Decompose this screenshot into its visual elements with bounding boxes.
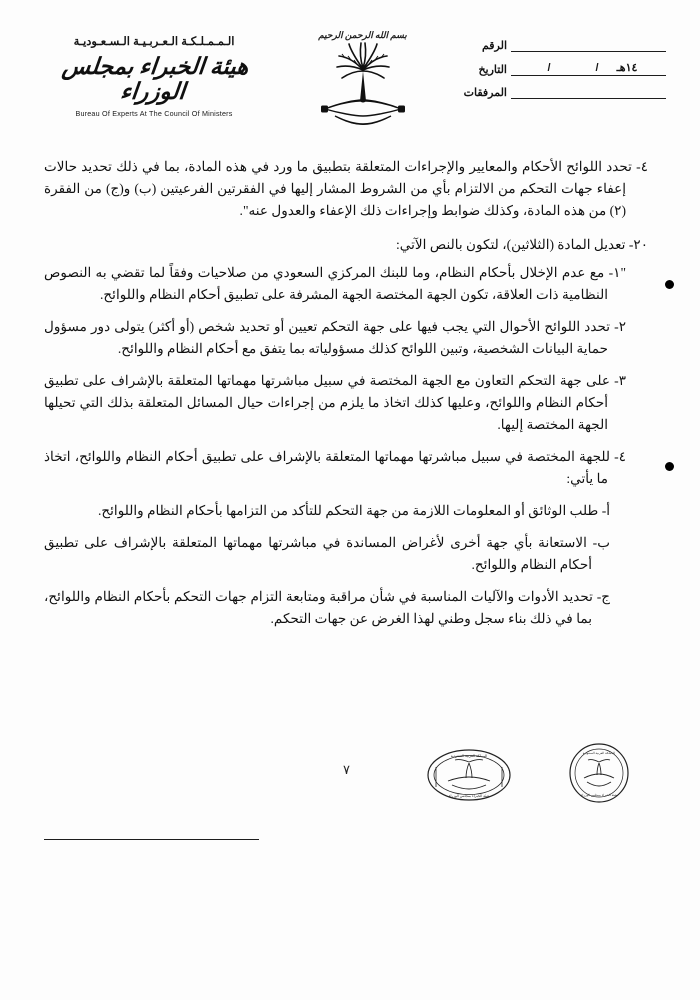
stamps-group — [434, 742, 630, 802]
field-number-row — [451, 38, 666, 52]
value-attachments[interactable] — [511, 85, 666, 99]
value-date[interactable] — [511, 61, 666, 76]
bureau-name-arabic: هيئة الخبراء بمجلس الوزراء — [60, 54, 250, 105]
page-number: ٧ — [343, 762, 350, 777]
paragraph-item-1: "١- مع عدم الإخلال بأحكام النظام، وما للبنك المركزي السعودي من صلاحيات وفقاً لما تقضي به النصوص النظامية ذات العلاقة، تكون الجهة المختصة الجهة المشرفة على تطبيق أحكام النظام واللوائح. — [44, 265, 626, 303]
document-body — [0, 140, 700, 630]
official-oval-stamp-icon — [434, 747, 512, 797]
label-date: التاريخ — [478, 64, 507, 76]
paragraph-item-4: ٤- للجهة المختصة في سبيل مباشرتها مهماتها المتعلقة بالإشراف على تطبيق أحكام النظام واللوائح، اتخاذ ما يأتي: — [44, 449, 626, 487]
svg-text:المملكة العربية السعودية: المملكة العربية السعودية — [582, 751, 616, 755]
date-year: ١٤هـ — [616, 62, 638, 74]
date-slash-2: / — [595, 62, 599, 74]
header-form-fields — [451, 28, 666, 108]
document-footer — [0, 730, 700, 1000]
field-date-row — [451, 61, 666, 76]
footer-rule — [44, 839, 259, 840]
svg-text:هيئة الخبراء بمجلس الوزراء: هيئة الخبراء بمجلس الوزراء — [448, 794, 490, 798]
bureau-name-english: Bureau Of Experts At The Council Of Ministers — [75, 108, 233, 118]
saudi-emblem-icon — [315, 37, 411, 133]
paragraph-sub-c: ج- تحديد الأدوات والآليات المناسبة في شأن مراقبة ومتابعة التزام جهات التحكم بأحكام النظام واللوائح، بما في ذلك بناء سجل وطني لهذا الغرض عن جهات التحكم. — [44, 589, 610, 627]
kingdom-title: الـمـمـلـكـة الـعـربـيـة الـسـعـوديـة — [73, 36, 235, 48]
paragraph-article-30-heading: ٢٠- تعديل المادة (الثلاثين)، لتكون بالنص الآتي: — [396, 237, 648, 253]
official-round-stamp-icon — [570, 742, 630, 802]
label-number: الرقم — [481, 40, 507, 52]
date-slash-1: / — [547, 62, 551, 74]
svg-text:المملكة العربية السعودية: المملكة العربية السعودية — [450, 754, 488, 758]
bureau-identity-block — [34, 28, 274, 118]
document-header — [0, 0, 700, 140]
label-attachments: المرفقات — [463, 87, 507, 99]
paragraph-item-3: ٣- على جهة التحكم التعاون مع الجهة المختصة في سبيل مباشرتها مهماتها المتعلقة بالإشراف على تطبيق أحكام النظام واللوائح، وعليها كذلك اتخاذ ما يلزم من إجراءات حيال المسائل المتعلقة بذلك التي تحيلها الجهة المختصة إليها. — [44, 373, 626, 433]
paragraph-sub-b: ب- الاستعانة بأي جهة أخرى لأغراض المساندة في مباشرتها مهماتها المتعلقة بالإشراف على تطبيق أحكام النظام واللوائح. — [44, 535, 610, 573]
paragraph-sub-a: أ- طلب الوثائق أو المعلومات اللازمة من جهة التحكم للتأكد من التزامها بأحكام النظام واللوائح. — [97, 503, 610, 519]
paragraph-item-4-prev-article: ٤- تحدد اللوائح الأحكام والمعايير والإجراءات المتعلقة بتطبيق ما ورد في هذه المادة، بما في ذلك تحديد حالات إعفاء جهات التحكم من الالتزام بأي من الشروط المشار إليها في الفقرتين الفرعيتين (ب) و(ج) من الفقرة (٢) من هذه المادة، وكذلك ضوابط وإجراءات ذلك الإعفاء والعدول عنه". — [44, 159, 648, 219]
value-number[interactable] — [511, 38, 666, 52]
field-attachments-row — [451, 85, 666, 99]
margin-bullet-1-icon — [665, 280, 674, 289]
paragraph-item-2: ٢- تحدد اللوائح الأحوال التي يجب فيها على جهة التحكم تعيين أو تحديد شخص (أو أكثر) يتولى دور مسؤول حماية البيانات الشخصية، وتبين اللوائح كذلك مسؤولياته بما يتفق مع أحكام النظام واللوائح. — [44, 319, 626, 357]
margin-bullet-2-icon — [665, 462, 674, 471]
svg-text:هيئة الخبراء بمجلس الوزراء: هيئة الخبراء بمجلس الوزراء — [581, 793, 617, 797]
basmala-text: بسم الله الرحمن الرحيم — [318, 30, 407, 40]
emblem-block — [288, 28, 438, 133]
